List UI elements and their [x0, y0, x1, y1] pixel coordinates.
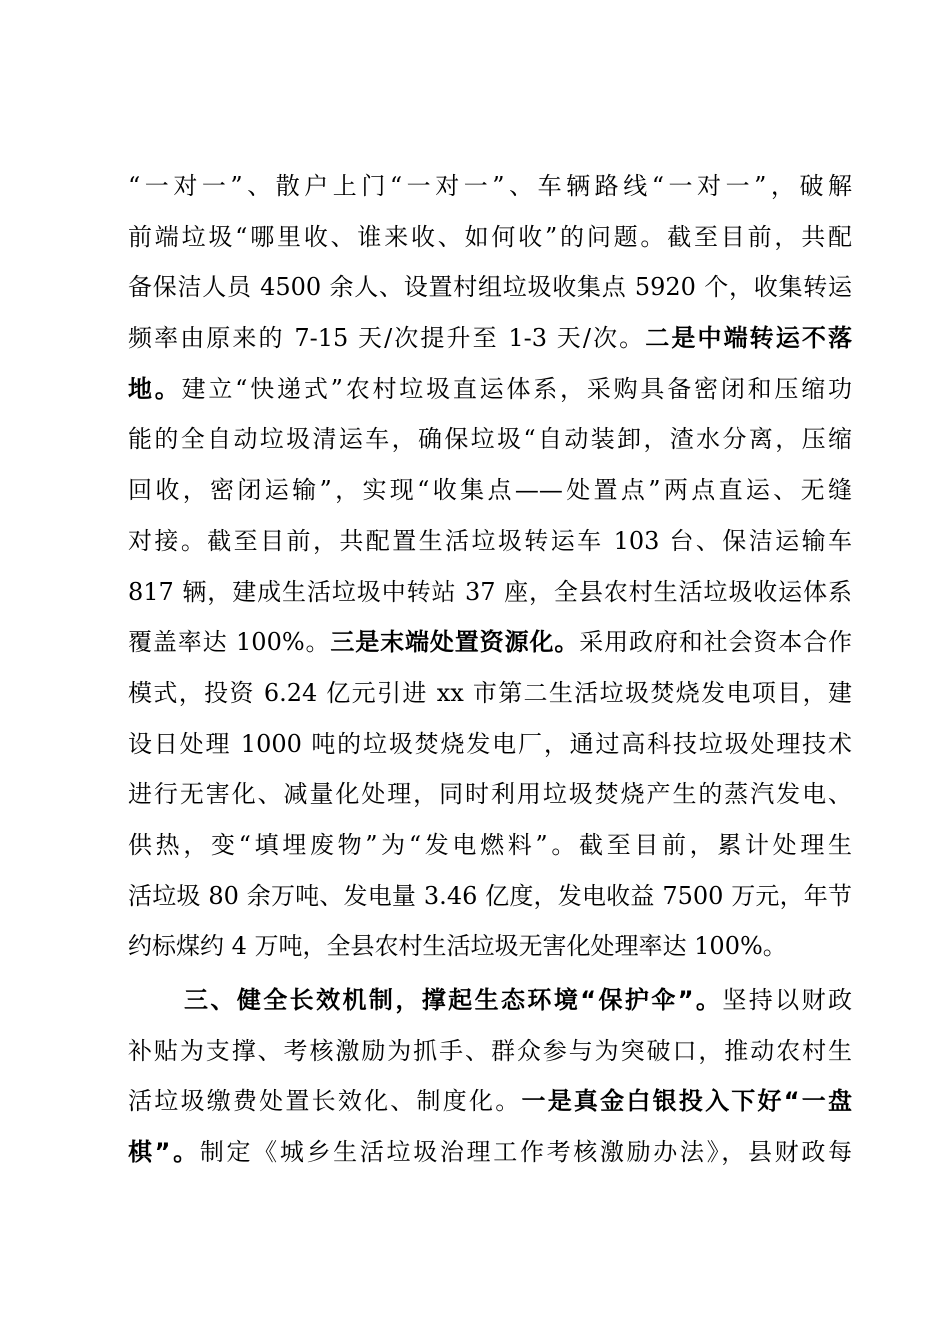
text-line [128, 617, 852, 668]
text-span: 覆盖率达 100%。 [128, 628, 331, 657]
bold-heading-span: 棋”。 [128, 1138, 200, 1167]
text-span: 进行无害化、减量化处理，同时利用垃圾焚烧产生的蒸汽发电、 [128, 780, 852, 809]
text-span: 活垃圾缴费处置长效化、制度化。 [128, 1087, 522, 1116]
text-line [128, 313, 852, 364]
text-span: 817 辆，建成生活垃圾中转站 37 座，全县农村生活垃圾收运体系 [128, 577, 852, 606]
text-span: 模式，投资 6.24 亿元引进 xx 市第二生活垃圾焚烧发电项目，建 [128, 678, 852, 707]
text-line [128, 668, 852, 719]
text-line [128, 769, 852, 820]
bold-heading-span: 一是真金白银投入下好“一盘 [521, 1087, 853, 1116]
text-span: 建立“快递式”农村垃圾直运体系，采购具备密闭和压缩功 [181, 374, 852, 403]
section-heading-line [128, 975, 852, 1026]
text-span: 补贴为支撑、考核激励为抓手、群众参与为突破口，推动农村生 [128, 1036, 852, 1065]
text-line [128, 465, 852, 516]
text-line [128, 212, 852, 263]
text-span: 对接。截至目前，共配置生活垃圾转运车 103 台、保洁运输车 [128, 526, 852, 555]
text-line [128, 719, 852, 770]
body-text [128, 161, 852, 1178]
text-span: 活垃圾 80 余万吨、发电量 3.46 亿度，发电收益 7500 万元，年节 [128, 881, 852, 910]
text-span: 前端垃圾“哪里收、谁来收、如何收”的问题。截至目前，共配 [128, 222, 852, 251]
text-line [128, 364, 852, 415]
text-span: 回收，密闭运输”，实现“收集点——处置点”两点直运、无缝 [128, 476, 852, 505]
bold-heading-span: 二是中端转运不落 [645, 324, 852, 353]
text-line [128, 161, 852, 212]
text-span: 供热，变“填埋废物”为“发电燃料”。截至目前，累计处理生 [128, 830, 852, 859]
text-span: 能的全自动垃圾清运车，确保垃圾“自动装卸，渣水分离，压缩 [128, 425, 852, 454]
text-span: 频率由原来的 7-15 天/次提升至 1-3 天/次。 [128, 324, 646, 353]
text-line [128, 871, 852, 922]
text-line [128, 921, 852, 972]
text-line [128, 262, 852, 313]
text-line [128, 1076, 852, 1127]
text-line [128, 820, 852, 871]
text-line [128, 567, 852, 618]
text-span: 备保洁人员 4500 余人、设置村组垃圾收集点 5920 个，收集转运 [128, 273, 852, 302]
text-span: “一对一”、散户上门“一对一”、车辆路线“一对一”，破解 [128, 172, 852, 200]
bold-heading-span: 三是末端处置资源化。 [330, 628, 580, 657]
text-line [128, 1026, 852, 1077]
section-heading: 三、健全长效机制，撑起生态环境“保护伞”。 [184, 986, 723, 1014]
text-span: 制定《城乡生活垃圾治理工作考核激励办法》，县财政每 [199, 1138, 853, 1167]
text-span: 约标煤约 4 万吨，全县农村生活垃圾无害化处理率达 100%。 [128, 932, 787, 961]
text-line [128, 516, 852, 567]
text-span: 采用政府和社会资本合作 [579, 628, 852, 657]
text-span: 坚持以财政 [722, 986, 853, 1014]
text-line [128, 1127, 852, 1178]
text-span: 设日处理 1000 吨的垃圾焚烧发电厂，通过高科技垃圾处理技术 [128, 729, 852, 758]
text-line [128, 414, 852, 465]
bold-heading-span: 地。 [128, 374, 182, 403]
